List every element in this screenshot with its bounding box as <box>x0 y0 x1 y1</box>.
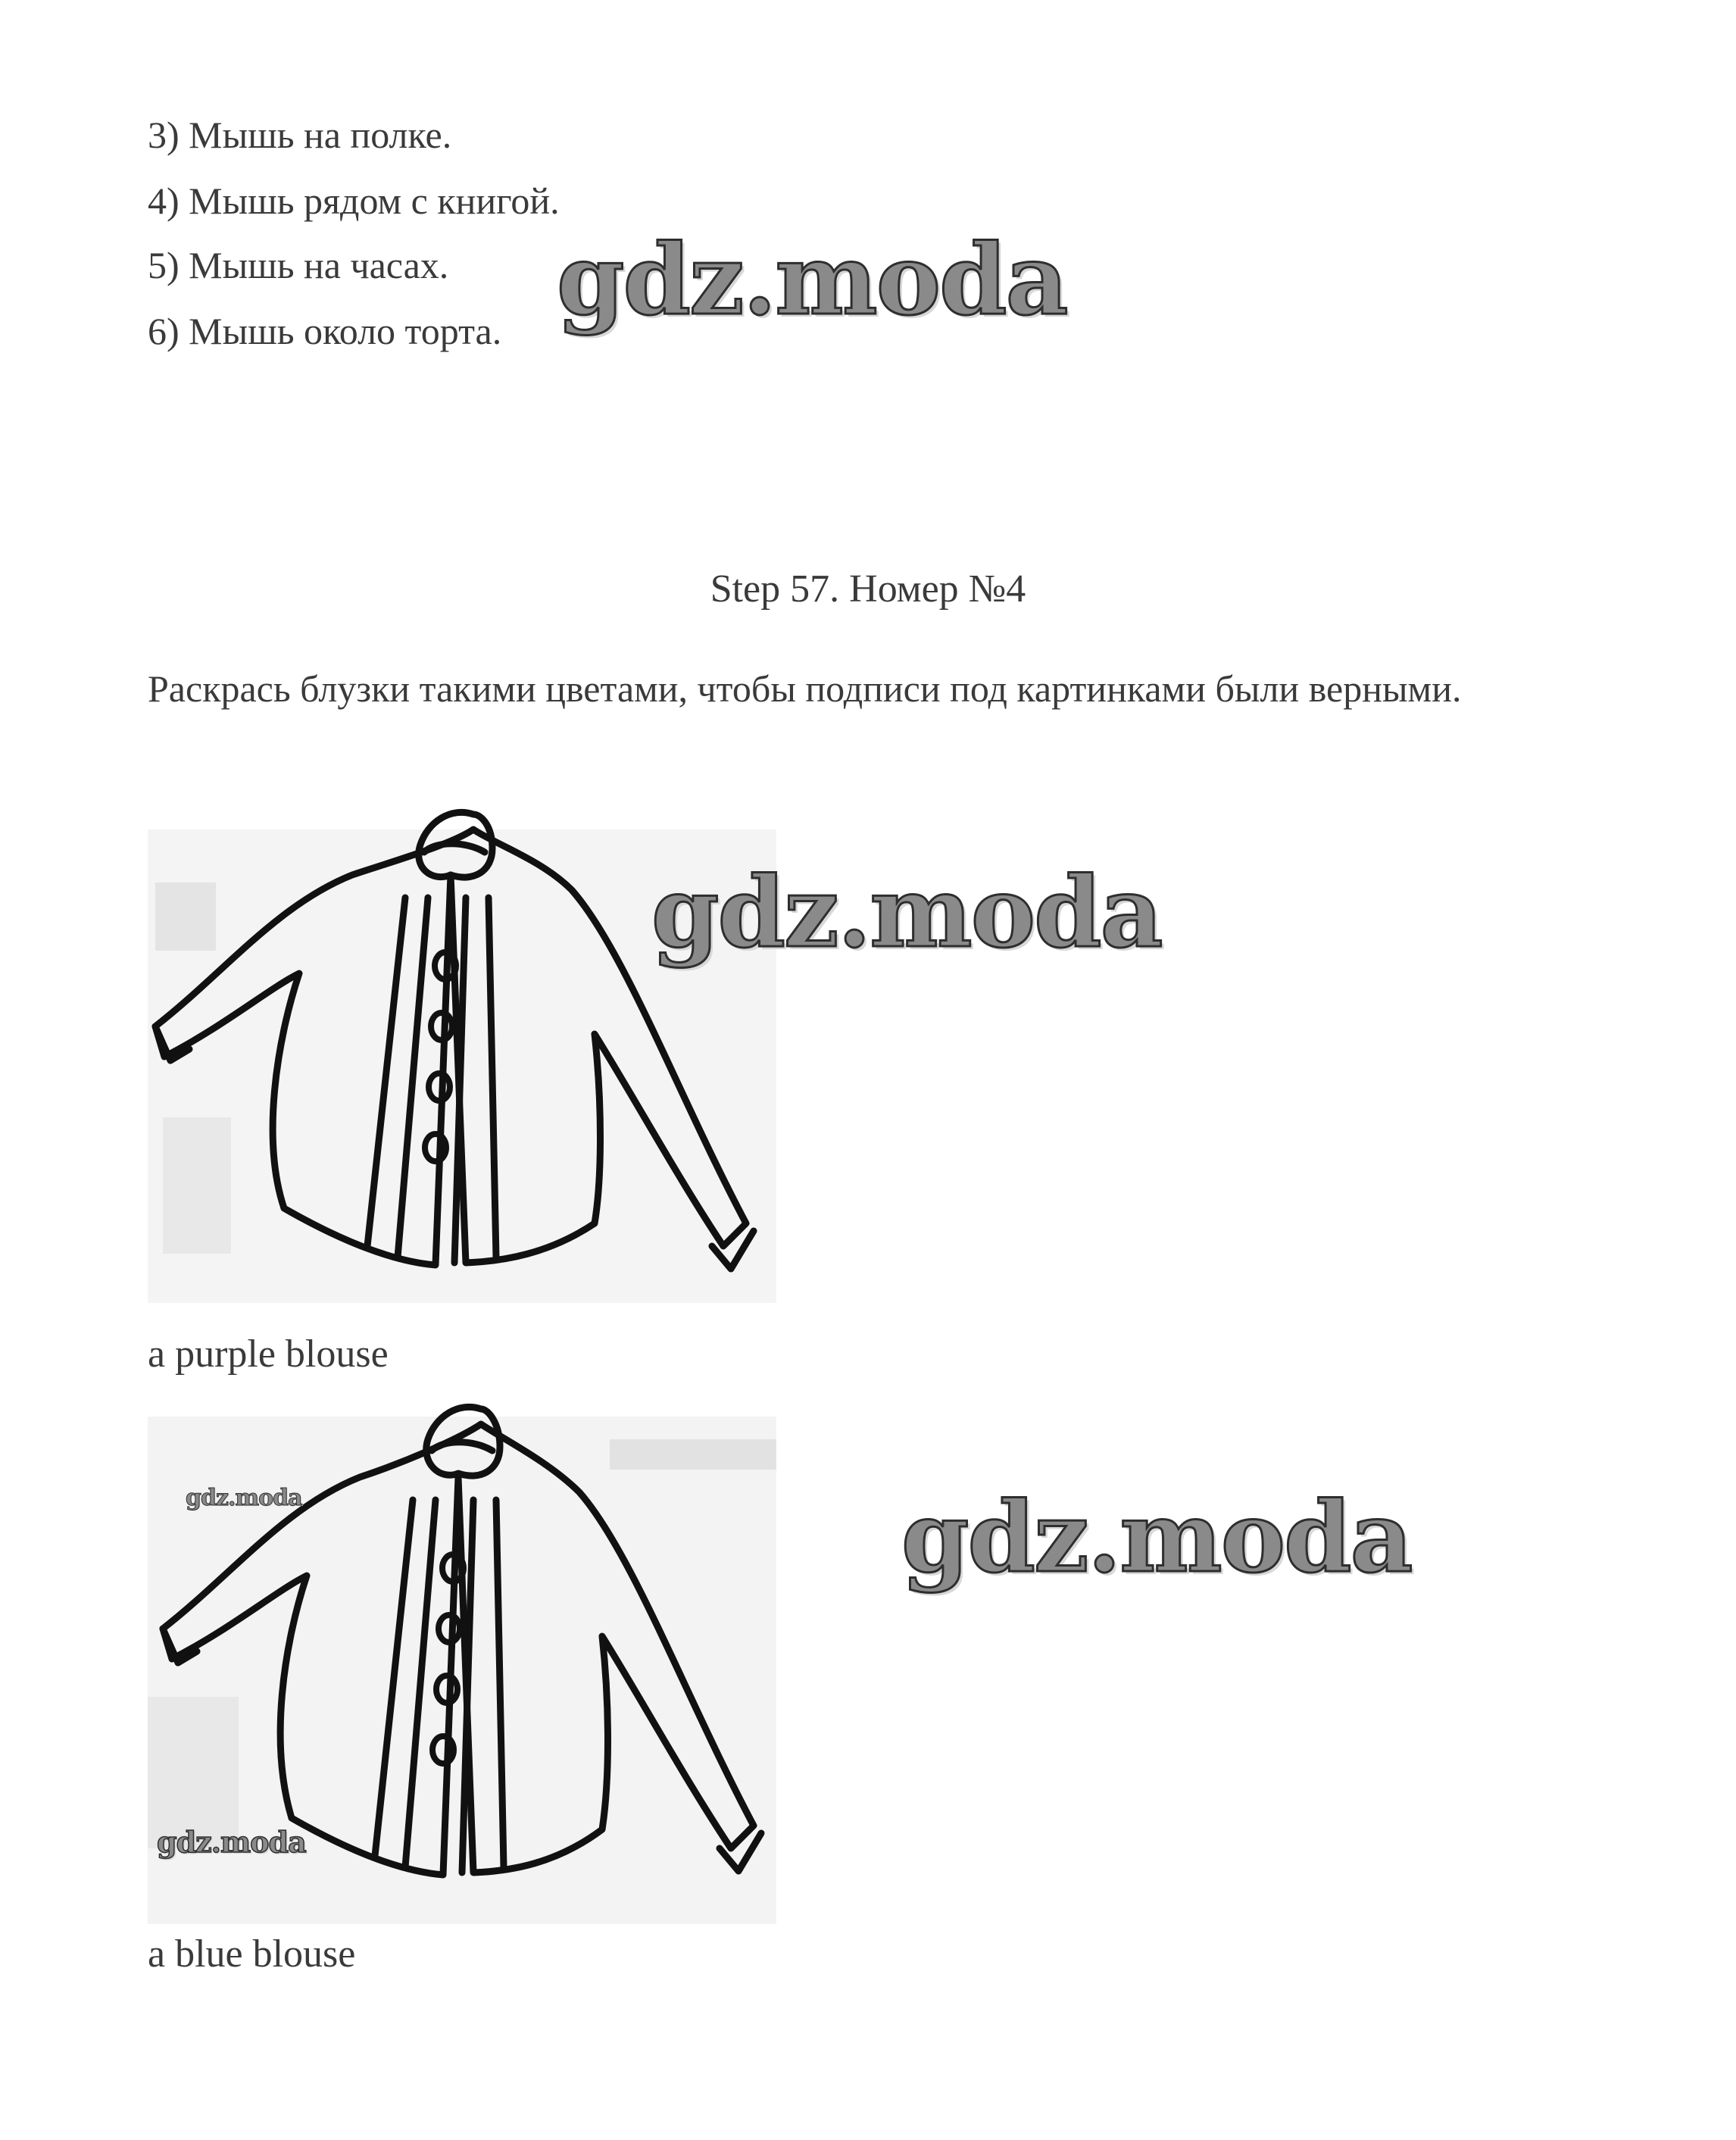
list-item-5: 5) Мышь на часах. <box>148 244 449 286</box>
figure-caption-2: a blue blouse <box>148 1932 356 1976</box>
list-item-6: 6) Мышь около торта. <box>148 310 502 352</box>
list-item-4: 4) Мышь рядом с книгой. <box>148 180 560 222</box>
exercise-instruction: Раскрась блузки такими цветами, чтобы подписи под картинками были верными. <box>148 667 1462 710</box>
blouse-illustration-2 <box>148 1394 776 1924</box>
watermark-logo: gdz.moda <box>557 223 1067 337</box>
list-item-3: 3) Мышь на полке. <box>148 114 452 156</box>
figure-caption-1: a purple blouse <box>148 1332 389 1376</box>
watermark-logo: gdz.moda <box>186 1485 302 1511</box>
exercise-heading: Step 57. Номер №4 <box>710 567 1026 611</box>
watermark-logo: gdz.moda <box>901 1481 1412 1595</box>
watermark-logo: gdz.moda <box>651 856 1162 970</box>
watermark-logo: gdz.moda <box>157 1825 306 1859</box>
